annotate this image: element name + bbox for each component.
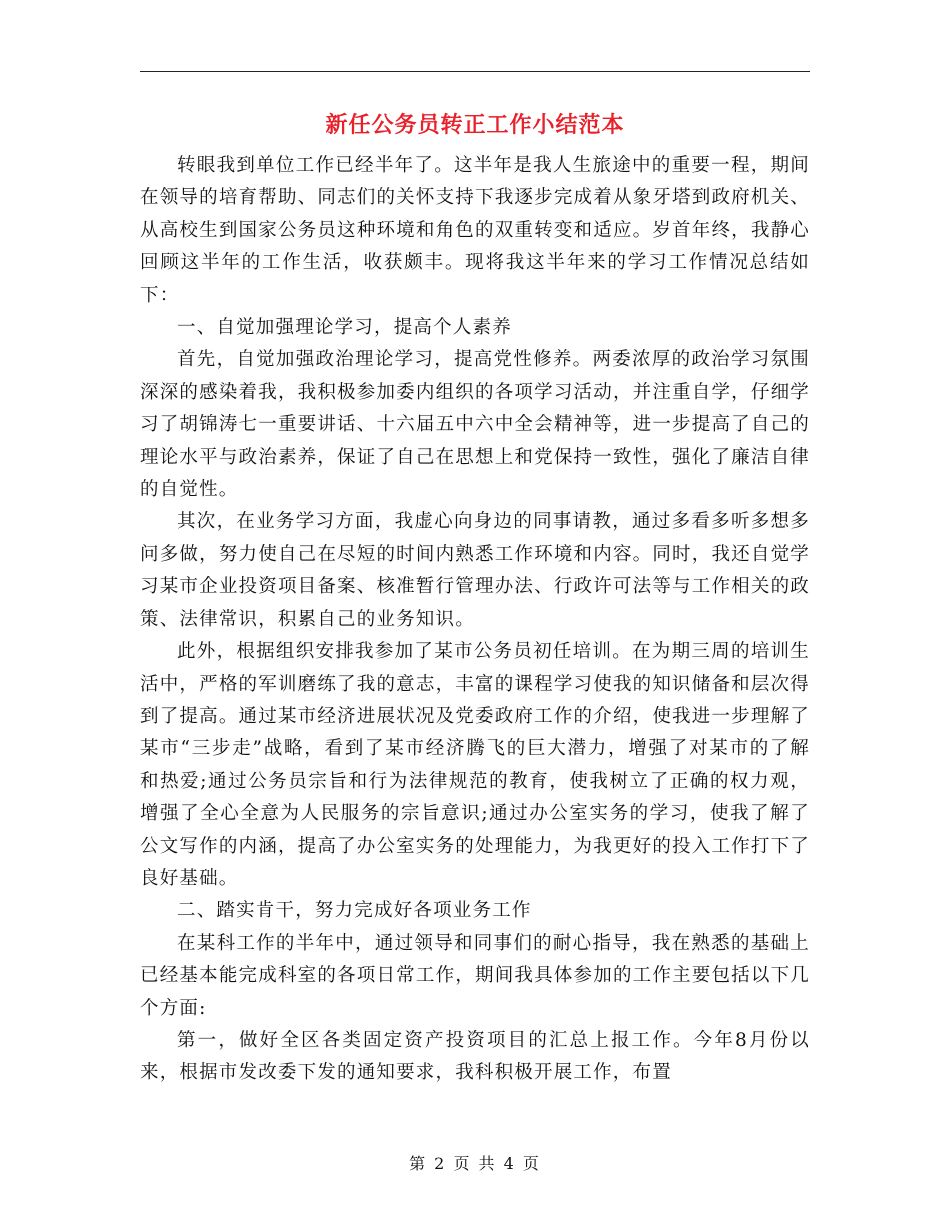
- document-title: 新任公务员转正工作小结范本: [325, 113, 625, 138]
- paragraph-intro: 转眼我到单位工作已经半年了。这半年是我人生旅途中的重要一程，期间在领导的培育帮助、同志们的关怀支持下我逐步完成着从象牙塔到政府机关、从高校生到国家公务员这种环境和角色的双重转变和适应。岁首年终，我静心回顾这半年的工作生活，收获颇丰。现将我这半年来的学习工作情况总结如下：: [140, 155, 810, 306]
- paragraph-political-study: 首先，自觉加强政治理论学习，提高党性修养。两委浓厚的政治学习氛围深深的感染着我，我积极参加委内组织的各项学习活动，并注重自学，仔细学习了胡锦涛七一重要讲话、十六届五中六中全会精神等，进一步提高了自己的理论水平与政治素养，保证了自己在思想上和党保持一致性，强化了廉洁自律的自觉性。: [140, 349, 810, 501]
- paragraph-business-study: 其次，在业务学习方面，我虚心向身边的同事请教，通过多看多听多想多问多做，努力使自己在尽短的时间内熟悉工作环境和内容。同时，我还自觉学习某市企业投资项目备案、核准暂行管理办法、行政许可法等与工作相关的政策、法律常识，积累自己的业务知识。: [140, 511, 810, 630]
- paragraph-first-task: 第一，做好全区各类固定资产投资项目的汇总上报工作。今年8月份以来，根据市发改委下发的通知要求，我科积极开展工作，布置: [140, 1029, 810, 1084]
- section-heading-1: 一、自觉加强理论学习，提高个人素养: [177, 317, 512, 339]
- document-body: [140, 150, 810, 1090]
- page-number: 第 2 页 共 4 页: [409, 1154, 541, 1173]
- paragraph-work-overview: 在某科工作的半年中，通过领导和同事们的耐心指导，我在熟悉的基础上已经基本能完成科室的各项日常工作，期间我具体参加的工作主要包括以下几个方面:: [140, 932, 810, 1019]
- header-rule: [140, 71, 810, 72]
- paragraph-training: 此外，根据组织安排我参加了某市公务员初任培训。在为期三周的培训生活中，严格的军训磨练了我的意志，丰富的课程学习使我的知识储备和层次得到了提高。通过某市经济进展状况及党委政府工作的介绍，使我进一步理解了某市“三步走”战略，看到了某市经济腾飞的巨大潜力，增强了对某市的了解和热爱;通过公务员宗旨和行为法律规范的教育，使我树立了正确的权力观，增强了全心全意为人民服务的宗旨意识;通过办公室实务的学习，使我了解了公文写作的内涵，提高了办公室实务的处理能力，为我更好的投入工作打下了良好基础。: [140, 641, 810, 889]
- section-heading-2: 二、踏实肯干，努力完成好各项业务工作: [177, 900, 532, 922]
